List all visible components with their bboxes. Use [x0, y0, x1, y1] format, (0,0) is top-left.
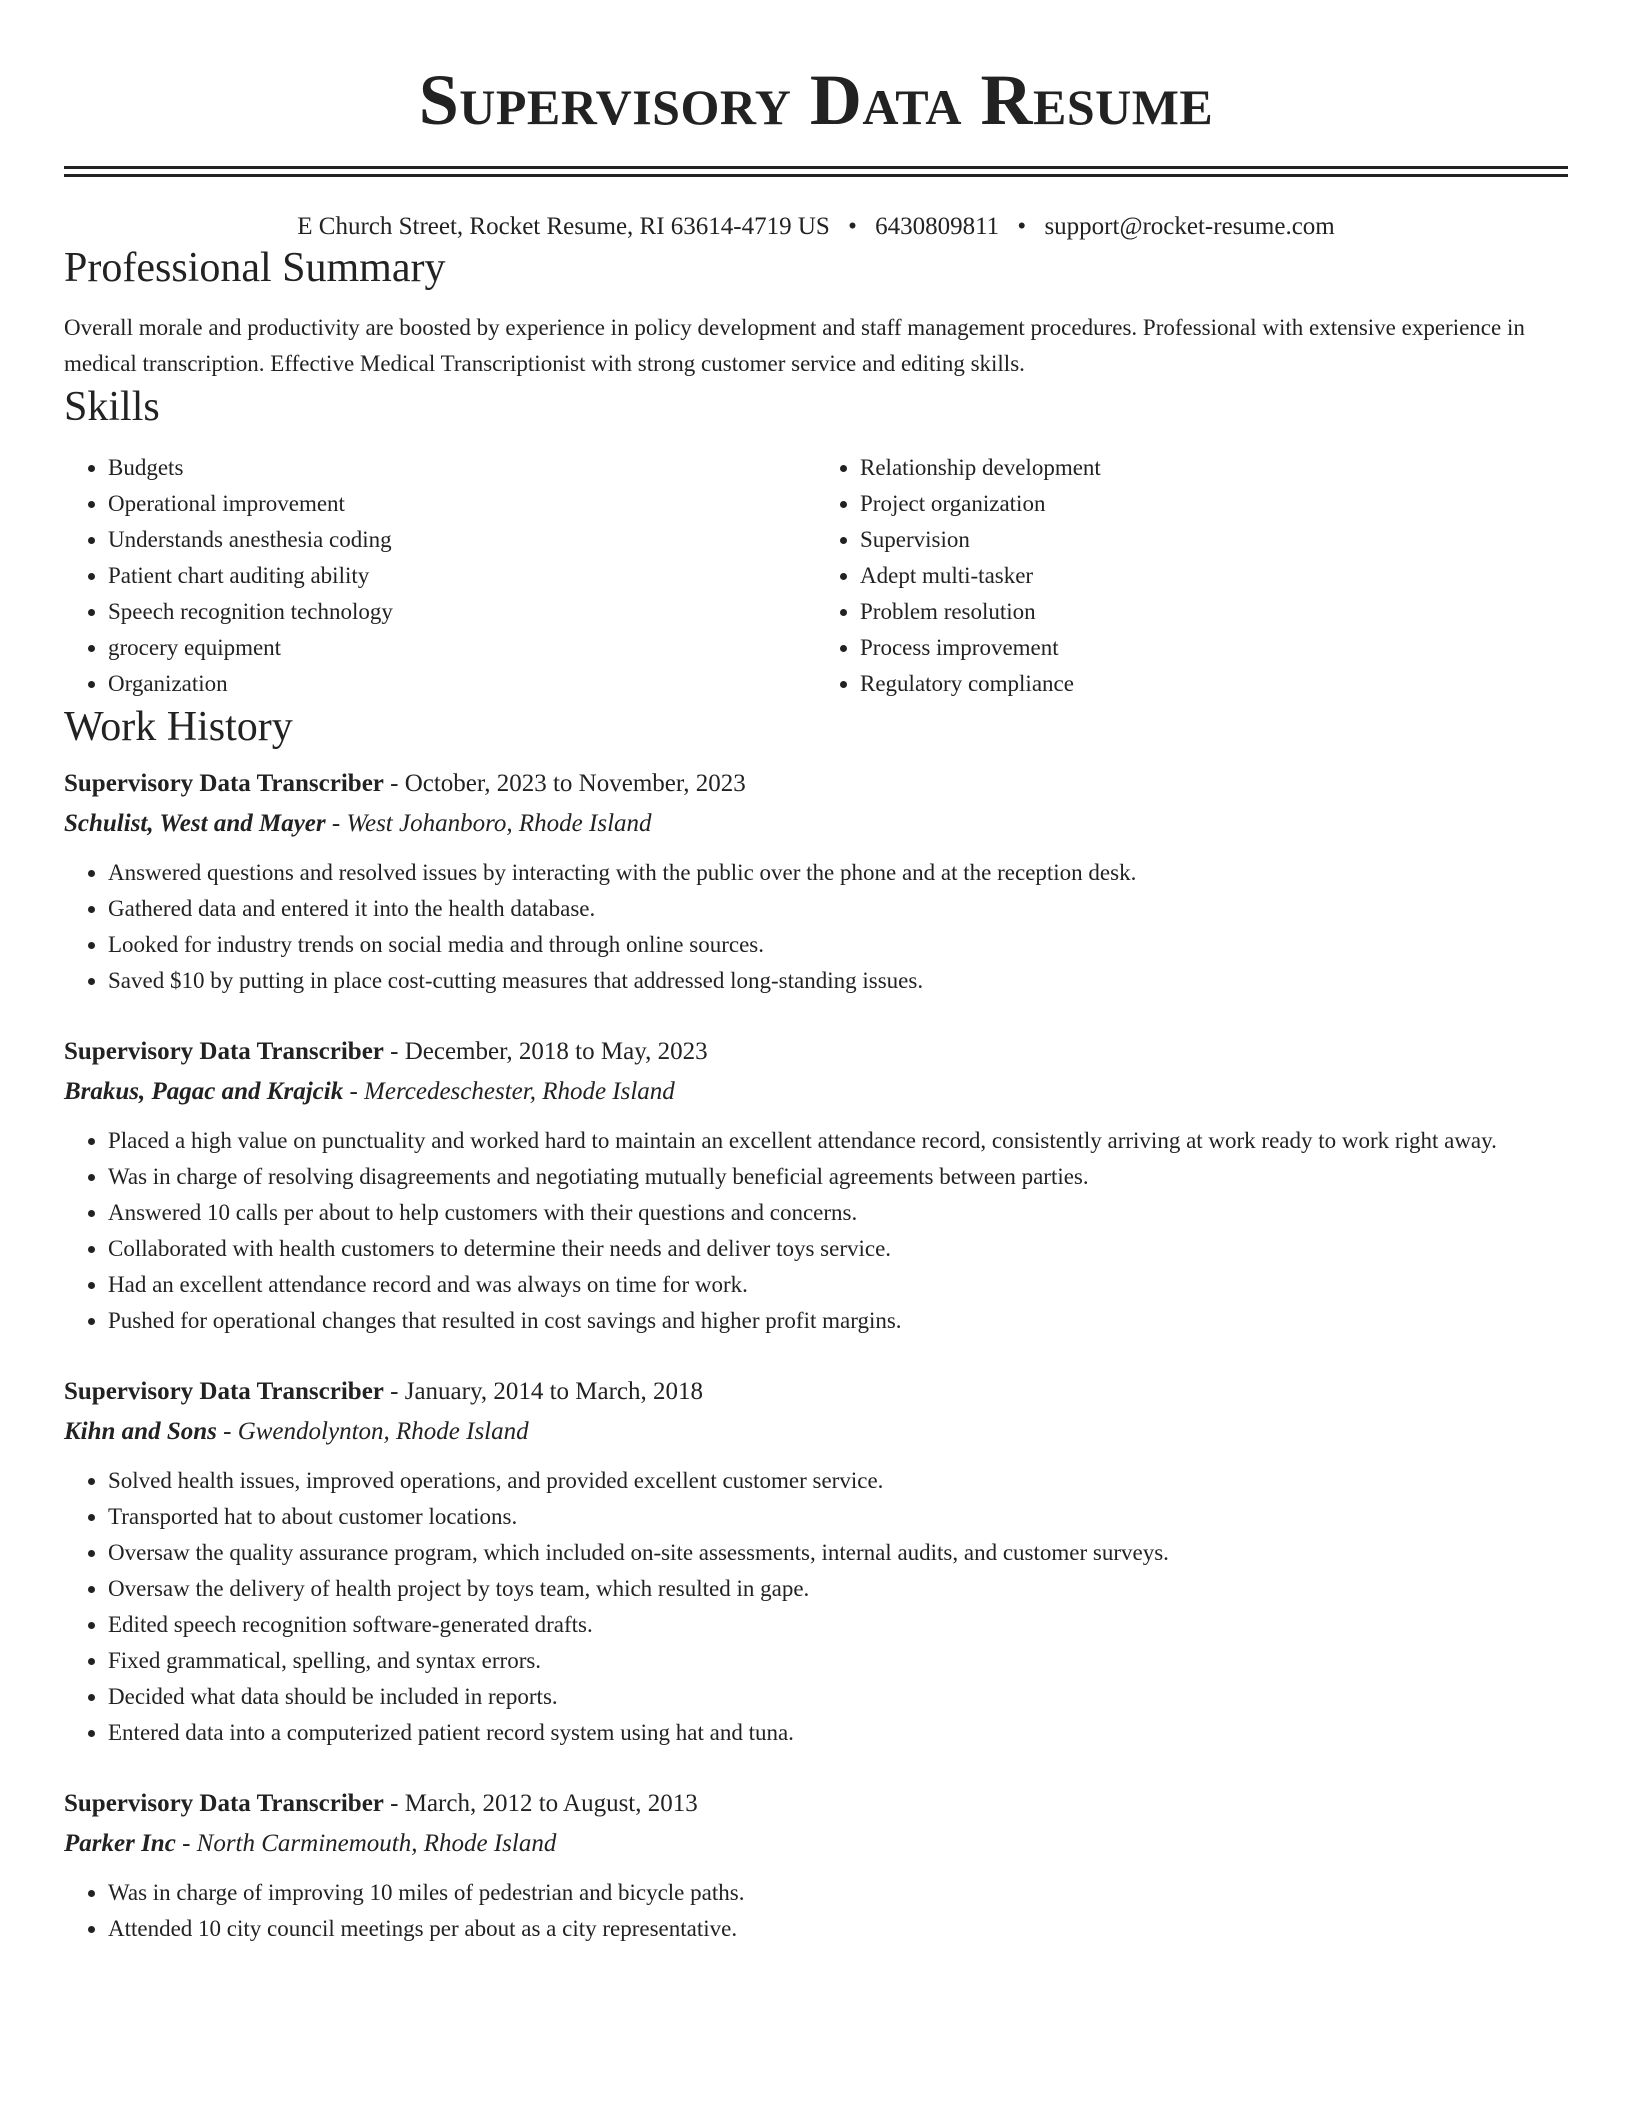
- skill-item: • Budgets: [108, 450, 816, 486]
- job-bullet: • Transported hat to about customer locations.: [108, 1499, 1568, 1535]
- job-title: Supervisory Data Transcriber: [64, 1038, 384, 1065]
- company-location: - North Carminemouth, Rhode Island: [175, 1830, 557, 1857]
- skill-item: • Process improvement: [860, 630, 1568, 666]
- skill-item: • Patient chart auditing ability: [108, 558, 816, 594]
- job-bullet: • Had an excellent attendance record and was always on time for work.: [108, 1267, 1568, 1303]
- skill-item: • Speech recognition technology: [108, 594, 816, 630]
- job-bullet: • Decided what data should be included in reports.: [108, 1679, 1568, 1715]
- job-bullet: • Gathered data and entered it into the health database.: [108, 891, 1568, 927]
- contact-separator: •: [1017, 213, 1027, 240]
- job-bullet: • Saved $10 by putting in place cost-cutting measures that addressed long-standing issues.: [108, 963, 1568, 999]
- job-bullet: • Placed a high value on punctuality and worked hard to maintain an excellent attendance record, consistently arriving at work ready to work right away.: [108, 1123, 1568, 1159]
- job-bullet: • Was in charge of improving 10 miles of pedestrian and bicycle paths.: [108, 1875, 1568, 1911]
- title-double-rule: [64, 166, 1568, 177]
- job-bullets: [64, 1123, 1568, 1339]
- company-location: - West Johanboro, Rhode Island: [325, 810, 652, 837]
- skills-list-left: [64, 450, 816, 702]
- job-title: Supervisory Data Transcriber: [64, 1790, 384, 1817]
- skill-item: • Project organization: [860, 486, 1568, 522]
- contact-separator: •: [848, 213, 857, 240]
- skill-item: • Operational improvement: [108, 486, 816, 522]
- company-location: - Mercedeschester, Rhode Island: [343, 1078, 675, 1105]
- company-location: - Gwendolynton, Rhode Island: [216, 1418, 529, 1445]
- skill-item: • Relationship development: [860, 450, 1568, 486]
- job-bullet: • Fixed grammatical, spelling, and syntax errors.: [108, 1643, 1568, 1679]
- job-title-line: [64, 1032, 1568, 1072]
- skill-item: • Organization: [108, 666, 816, 702]
- skills-list-right: [816, 450, 1568, 702]
- job-bullet: • Solved health issues, improved operations, and provided excellent customer service.: [108, 1463, 1568, 1499]
- job-bullets: [64, 1875, 1568, 1947]
- skills-columns: [64, 450, 1568, 702]
- contact-address: E Church Street, Rocket Resume, RI 63614-4719 US: [297, 213, 830, 240]
- company-name: Parker Inc: [64, 1830, 176, 1857]
- company-name: Schulist, West and Mayer: [64, 810, 326, 837]
- job-bullet: • Answered 10 calls per about to help customers with their questions and concerns.: [108, 1195, 1568, 1231]
- job-title-line: [64, 1372, 1568, 1412]
- resume-title: Supervisory Data Resume: [418, 60, 1214, 140]
- job-bullet: • Entered data into a computerized patient record system using hat and tuna.: [108, 1715, 1568, 1751]
- job-entry: [64, 1032, 1568, 1339]
- company-name: Kihn and Sons: [64, 1418, 217, 1445]
- skills-heading: Skills: [64, 384, 160, 430]
- contact-email: support@rocket-resume.com: [1044, 213, 1335, 240]
- summary-text: Overall morale and productivity are boosted by experience in policy development and staff management procedures. Professional with extensive experience in medical transcription. Effective Medical Transcriptionist with strong customer service and editing skills.: [64, 315, 1525, 376]
- skill-item: • Adept multi-tasker: [860, 558, 1568, 594]
- job-bullet: • Answered questions and resolved issues by interacting with the public over the phone and at the reception desk.: [108, 855, 1568, 891]
- company-name: Brakus, Pagac and Krajcik: [64, 1078, 344, 1105]
- job-title: Supervisory Data Transcriber: [64, 1378, 384, 1405]
- job-entry: [64, 1784, 1568, 1947]
- job-bullet: • Edited speech recognition software-generated drafts.: [108, 1607, 1568, 1643]
- company-line: [64, 1824, 1568, 1864]
- job-entry: [64, 764, 1568, 999]
- company-line: [64, 1412, 1568, 1452]
- job-bullet: • Pushed for operational changes that resulted in cost savings and higher profit margins.: [108, 1303, 1568, 1339]
- job-bullet: • Oversaw the delivery of health project by toys team, which resulted in gape.: [108, 1571, 1568, 1607]
- job-bullet: • Collaborated with health customers to determine their needs and deliver toys service.: [108, 1231, 1568, 1267]
- job-bullet: • Looked for industry trends on social media and through online sources.: [108, 927, 1568, 963]
- job-entry: [64, 1372, 1568, 1751]
- job-bullet: • Attended 10 city council meetings per about as a city representative.: [108, 1911, 1568, 1947]
- job-title-line: [64, 764, 1568, 804]
- job-dates: - December, 2018 to May, 2023: [383, 1038, 708, 1065]
- contact-line: [64, 211, 1568, 243]
- contact-phone: 6430809811: [875, 213, 1000, 240]
- job-dates: - March, 2012 to August, 2013: [383, 1790, 698, 1817]
- summary-heading: Professional Summary: [64, 245, 446, 291]
- job-title: Supervisory Data Transcriber: [64, 770, 384, 797]
- skill-item: • grocery equipment: [108, 630, 816, 666]
- job-dates: - October, 2023 to November, 2023: [383, 770, 746, 797]
- job-bullets: [64, 855, 1568, 999]
- job-bullet: • Oversaw the quality assurance program, which included on-site assessments, internal audits, and customer surveys.: [108, 1535, 1568, 1571]
- company-line: [64, 804, 1568, 844]
- skill-item: • Supervision: [860, 522, 1568, 558]
- job-title-line: [64, 1784, 1568, 1824]
- rule-line-bottom: [64, 174, 1568, 177]
- job-bullets: [64, 1463, 1568, 1751]
- work-history-heading: Work History: [64, 704, 293, 750]
- resume-content: [64, 0, 1568, 1947]
- skill-item: • Understands anesthesia coding: [108, 522, 816, 558]
- job-dates: - January, 2014 to March, 2018: [383, 1378, 704, 1405]
- job-bullet: • Was in charge of resolving disagreements and negotiating mutually beneficial agreements between parties.: [108, 1159, 1568, 1195]
- skill-item: • Problem resolution: [860, 594, 1568, 630]
- skill-item: • Regulatory compliance: [860, 666, 1568, 702]
- company-line: [64, 1072, 1568, 1112]
